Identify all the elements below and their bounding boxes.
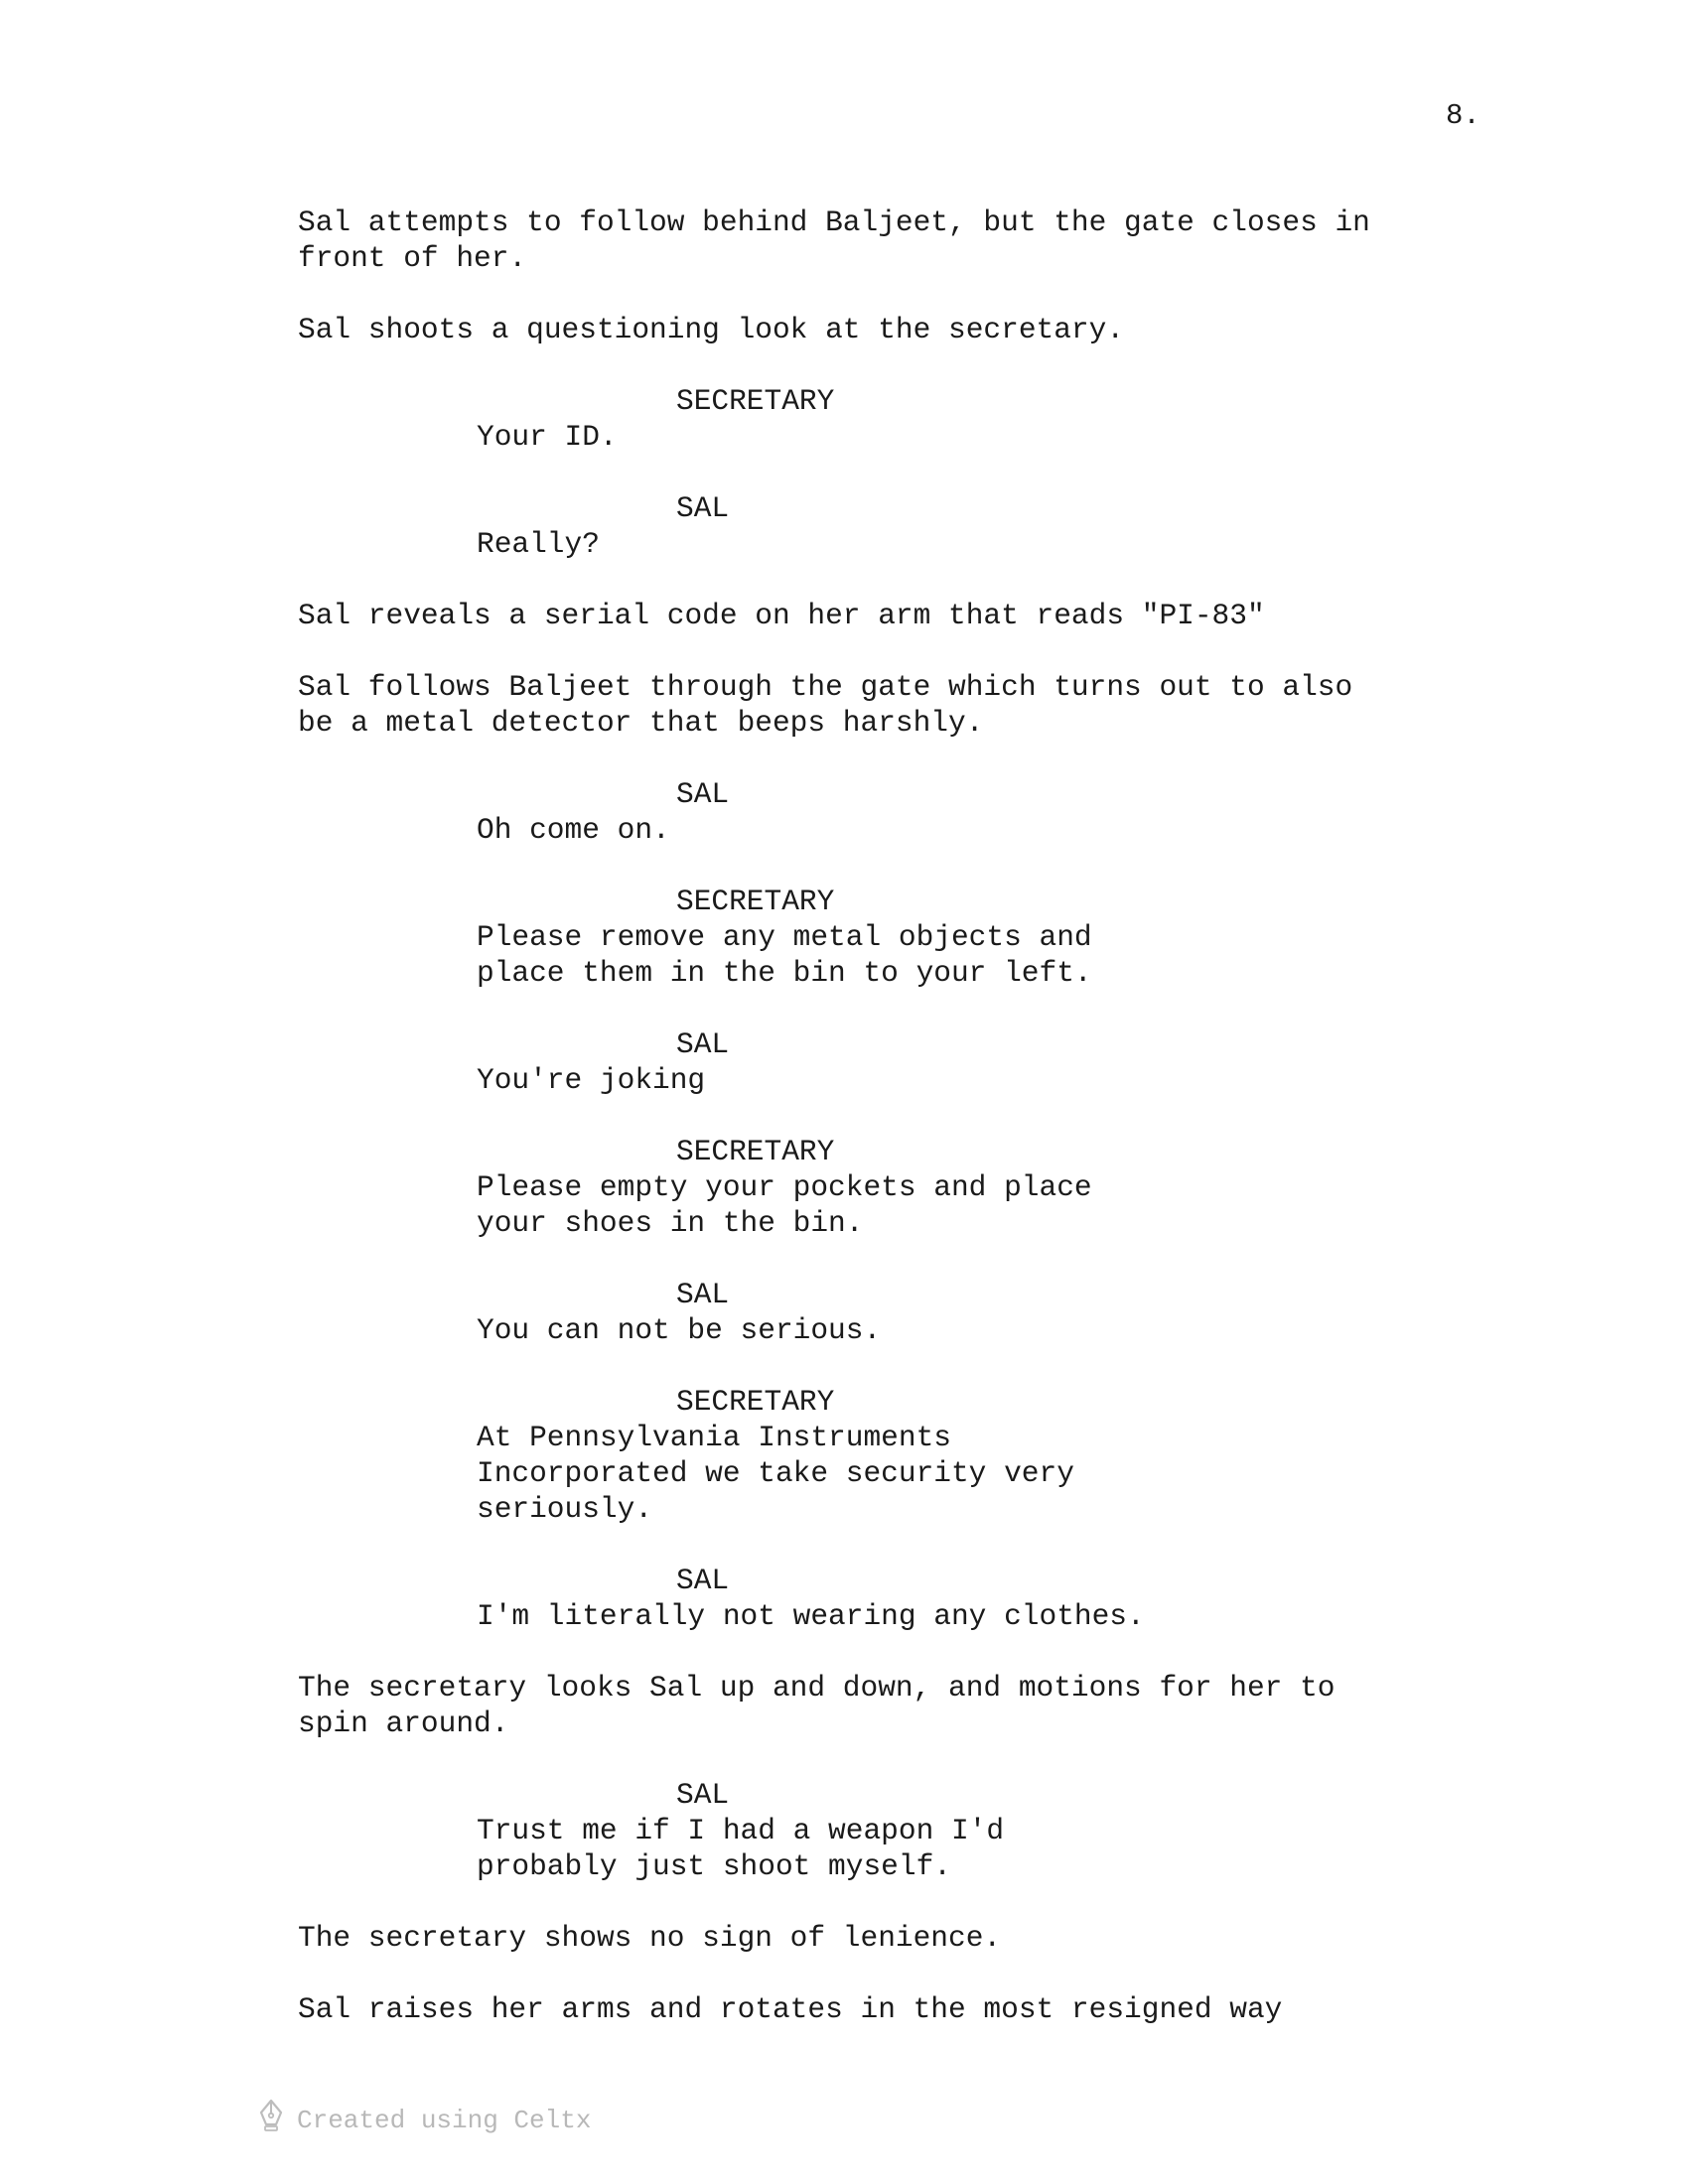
character-name: SECRETARY	[676, 1385, 835, 1419]
character-name: SECRETARY	[676, 885, 835, 918]
action-line: front of her.	[298, 241, 527, 275]
action-line: spin around.	[298, 1706, 509, 1740]
character-name: SAL	[676, 491, 730, 525]
character-name: SAL	[676, 777, 730, 811]
celtx-footer	[257, 2099, 591, 2142]
dialogue-line: At Pennsylvania Instruments	[477, 1421, 951, 1454]
action-line: Sal raises her arms and rotates in the most resigned way	[298, 1992, 1283, 2026]
dialogue-line: seriously.	[477, 1492, 653, 1526]
character-name: SECRETARY	[676, 1135, 835, 1168]
action-line: The secretary looks Sal up and down, and motions for her to	[298, 1671, 1336, 1705]
action-line: The secretary shows no sign of lenience.	[298, 1921, 1002, 1955]
dialogue-line: Oh come on.	[477, 813, 670, 847]
action-line: Sal shoots a questioning look at the secretary.	[298, 313, 1125, 346]
dialogue-line: You're joking	[477, 1063, 706, 1097]
dialogue-line: Really?	[477, 527, 600, 561]
dialogue-line: probably just shoot myself.	[477, 1849, 951, 1883]
character-name: SAL	[676, 1778, 730, 1812]
screenplay-body	[0, 205, 1688, 2027]
character-name: SAL	[676, 1278, 730, 1311]
dialogue-line: place them in the bin to your left.	[477, 956, 1092, 990]
footer-text: Created using Celtx	[297, 2106, 592, 2135]
character-name: SAL	[676, 1027, 730, 1061]
action-line: Sal attempts to follow behind Baljeet, but the gate closes in	[298, 205, 1370, 239]
character-name: SAL	[676, 1564, 730, 1597]
dialogue-line: your shoes in the bin.	[477, 1206, 864, 1240]
dialogue-line: Please remove any metal objects and	[477, 920, 1092, 954]
action-line: Sal reveals a serial code on her arm that reads "PI-83"	[298, 599, 1265, 632]
character-name: SECRETARY	[676, 384, 835, 418]
celtx-pen-icon	[257, 2099, 297, 2142]
action-line: Sal follows Baljeet through the gate which turns out to also	[298, 670, 1353, 704]
dialogue-line: Trust me if I had a weapon I'd	[477, 1814, 1005, 1847]
dialogue-line: Please empty your pockets and place	[477, 1170, 1092, 1204]
dialogue-line: Incorporated we take security very	[477, 1456, 1074, 1490]
page-number: 8.	[1446, 99, 1480, 132]
dialogue-line: You can not be serious.	[477, 1313, 882, 1347]
dialogue-line: I'm literally not wearing any clothes.	[477, 1599, 1145, 1633]
dialogue-line: Your ID.	[477, 420, 618, 454]
action-line: be a metal detector that beeps harshly.	[298, 706, 984, 740]
